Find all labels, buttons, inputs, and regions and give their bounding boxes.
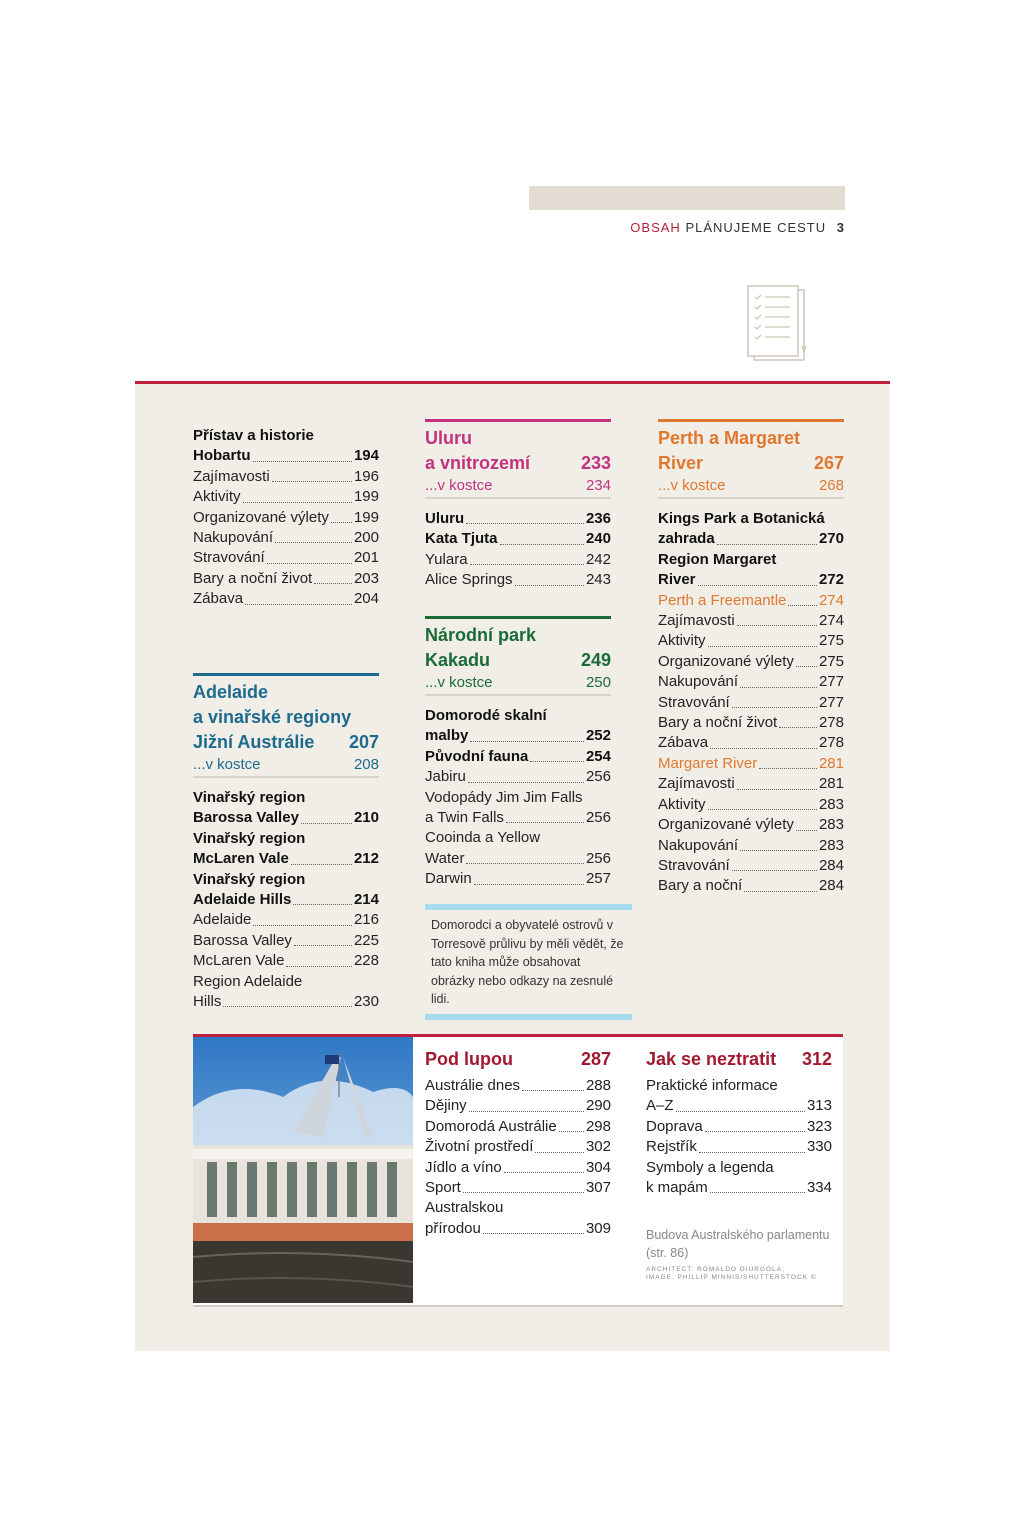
toc-entry-line: Kings Park a Botanická [658, 510, 825, 527]
kostce-page: 208 [353, 756, 379, 773]
dot-leader [708, 809, 817, 810]
dot-leader [469, 1111, 584, 1112]
kostce-entry[interactable] [193, 755, 379, 778]
toc-entry[interactable] [425, 529, 611, 549]
dot-leader [515, 585, 584, 586]
dot-leader [708, 646, 817, 647]
kostce-label: ...v kostce [425, 674, 493, 691]
dot-leader [744, 891, 817, 892]
dot-leader [796, 830, 817, 831]
toc-entry-title: Organizované výlety [193, 508, 329, 526]
toc-entry[interactable] [425, 1178, 611, 1198]
section-title[interactable] [193, 680, 379, 705]
toc-entry-title: Aktivity [658, 632, 706, 650]
dot-leader [710, 1192, 805, 1193]
toc-entry[interactable] [193, 446, 379, 466]
toc-entry[interactable] [193, 548, 379, 568]
toc-entry[interactable] [658, 611, 844, 631]
toc-entry-title: McLaren Vale [193, 952, 285, 970]
toc-entry-title: Barossa Valley [193, 931, 292, 949]
toc-entry[interactable] [658, 815, 844, 835]
section-title-text: Perth a Margaret [658, 428, 801, 448]
dot-leader [272, 481, 352, 482]
toc-entry[interactable] [425, 1076, 611, 1096]
toc-entry[interactable] [646, 1178, 832, 1198]
dot-leader [293, 904, 352, 905]
toc-entry-title: Darwin [425, 870, 472, 888]
toc-entry-title: přírodou [425, 1219, 481, 1237]
toc-entry-page: 201 [353, 549, 379, 567]
toc-entry-title: Zajímavosti [193, 467, 270, 485]
section-title-text: Uluru [425, 428, 472, 448]
toc-section-pod-lupou [425, 1047, 611, 1239]
toc-entry[interactable] [425, 869, 611, 889]
toc-section-perth [658, 419, 844, 897]
toc-entry[interactable] [658, 570, 844, 590]
toc-entry-page: 281 [818, 754, 844, 772]
toc-entry-title: Nakupování [658, 836, 739, 854]
toc-entry[interactable] [193, 931, 379, 951]
dot-leader [267, 563, 352, 564]
toc-entry-page: 275 [818, 652, 844, 670]
toc-entry-title: Stravování [658, 856, 730, 874]
dot-leader [253, 925, 352, 926]
section-title-text: Kakadu [425, 650, 491, 670]
toc-entry-title: River [658, 571, 696, 589]
toc-entry[interactable] [193, 467, 379, 487]
toc-entry-page: 288 [585, 1077, 611, 1094]
section-title-text: a vinařské regiony [193, 707, 352, 727]
toc-entry-title: Hills [193, 993, 222, 1011]
photo-caption: Budova Australského parlamentu (str. 86) [646, 1228, 830, 1261]
section-title-text: Národní park [425, 625, 537, 645]
toc-entry-page: 240 [585, 530, 611, 548]
toc-entry[interactable] [425, 808, 611, 828]
toc-entry-line: Region Adelaide [193, 972, 303, 990]
toc-entry-title: Životní prostředí [425, 1138, 534, 1156]
toc-entry-page: 323 [806, 1117, 832, 1135]
toc-entry-page: 200 [353, 529, 379, 547]
toc-entry[interactable] [193, 528, 379, 548]
toc-entry-title: Barossa Valley [193, 809, 299, 827]
toc-entry-page: 283 [818, 836, 844, 854]
dot-leader [737, 625, 817, 626]
dot-leader [759, 768, 817, 769]
parliament-house-photo [193, 1037, 413, 1303]
kostce-page: 268 [818, 477, 844, 494]
kostce-entry[interactable] [425, 476, 611, 499]
dot-leader [732, 707, 817, 708]
kostce-label: ...v kostce [425, 477, 493, 494]
toc-entry-title: k mapám [646, 1179, 708, 1197]
toc-section-jak-se-neztratit [646, 1047, 832, 1282]
toc-entry-title: Jabiru [425, 768, 466, 786]
photo-credit-architect: ARCHITECT: ROMALDO GIURGOLA; [646, 1266, 785, 1274]
toc-entry-line: Region Margaret [658, 550, 777, 568]
dot-leader [504, 1172, 584, 1173]
toc-entry-page: 277 [818, 693, 844, 711]
toc-column-1-top [193, 426, 379, 610]
section-title[interactable] [425, 1047, 611, 1072]
dot-leader [294, 945, 352, 946]
toc-entry-title: Doprava [646, 1117, 703, 1135]
dot-leader [468, 782, 584, 783]
toc-entry[interactable] [425, 1117, 611, 1137]
section-title-text: a vnitrozemí [425, 453, 531, 473]
toc-entry[interactable] [425, 726, 611, 746]
kostce-page: 250 [585, 674, 611, 691]
section-header [425, 419, 611, 499]
toc-entry[interactable] [658, 529, 844, 549]
dot-leader [301, 823, 352, 824]
toc-entry-title: Organizované výlety [658, 816, 794, 834]
dot-leader [253, 461, 352, 462]
toc-entry[interactable] [425, 1137, 611, 1157]
toc-entry-line: Cooinda a Yellow [425, 829, 541, 847]
dot-leader [286, 966, 352, 967]
toc-entry[interactable] [193, 589, 379, 609]
toc-entry-page: 256 [585, 849, 611, 867]
section-title-text: Pod lupou [425, 1049, 513, 1069]
dot-leader [710, 748, 817, 749]
toc-entry-title: Hobartu [193, 447, 251, 465]
toc-entry-page: 194 [353, 447, 379, 465]
dot-leader [788, 605, 817, 606]
toc-entry[interactable] [646, 1137, 832, 1157]
dot-leader [779, 727, 817, 728]
section-title[interactable] [646, 1047, 832, 1072]
toc-entry-page: 278 [818, 734, 844, 752]
dot-leader [466, 523, 584, 524]
section-page: 287 [580, 1049, 611, 1069]
toc-entry-page: 278 [818, 714, 844, 732]
toc-entry[interactable] [658, 713, 844, 733]
toc-entry-page: 228 [353, 952, 379, 970]
toc-entry-title: Stravování [658, 693, 730, 711]
toc-entry-page: 281 [818, 775, 844, 793]
dot-leader [737, 789, 817, 790]
toc-entry[interactable] [425, 1158, 611, 1178]
toc-entry-page: 256 [585, 768, 611, 786]
toc-entry-title: zahrada [658, 530, 715, 548]
dot-leader [705, 1131, 805, 1132]
dot-leader [796, 666, 817, 667]
toc-entry-title: Alice Springs [425, 571, 513, 589]
dot-leader [506, 822, 584, 823]
toc-entry[interactable] [425, 747, 611, 767]
toc-entry-page: 236 [585, 510, 611, 527]
toc-entry-page: 254 [585, 747, 611, 765]
checklist-icon [746, 284, 812, 364]
toc-entry-line: Vinařský region [193, 829, 306, 847]
section-header [658, 419, 844, 499]
toc-entry[interactable] [193, 951, 379, 971]
toc-entry-page: 283 [818, 816, 844, 834]
toc-entry-title: malby [425, 727, 469, 745]
toc-entry-line: Domorodé skalní [425, 707, 547, 724]
running-header [529, 220, 845, 235]
toc-entry-page: 304 [585, 1158, 611, 1176]
toc-entry-title: Nakupování [658, 673, 739, 691]
toc-entry-page: 252 [585, 727, 611, 745]
toc-entry-page: 334 [806, 1179, 832, 1197]
toc-entry-page: 196 [353, 467, 379, 485]
section-header [425, 616, 611, 696]
toc-entry-title: Yulara [425, 550, 468, 568]
toc-entry[interactable] [658, 733, 844, 753]
toc-entry-title: Bary a noční [658, 877, 743, 895]
dot-leader [717, 544, 817, 545]
toc-entry[interactable] [646, 1117, 832, 1137]
toc-entry-title: Zábava [193, 590, 244, 608]
section-page: 249 [580, 650, 611, 670]
section-title[interactable] [425, 648, 611, 673]
toc-entry-page: 199 [353, 488, 379, 506]
toc-entry-page: 270 [818, 530, 844, 548]
dot-leader [331, 522, 352, 523]
toc-entry-title: Aktivity [658, 795, 706, 813]
toc-section-uluru [425, 419, 611, 591]
toc-entry[interactable] [193, 508, 379, 528]
toc-entry-page: 274 [818, 612, 844, 630]
toc-entry[interactable] [658, 774, 844, 794]
toc-entry-page: 204 [353, 590, 379, 608]
toc-entry[interactable] [193, 992, 379, 1012]
kostce-label: ...v kostce [193, 756, 261, 773]
toc-entry[interactable] [425, 509, 611, 529]
cultural-warning-note: Domorodci a obyvatelé ostrovů v Torresově průlivu by měli vědět, že tato kniha může obsahovat obrázky nebo odkazy na zesnulé lidi. [425, 904, 632, 1020]
kostce-entry[interactable] [425, 673, 611, 696]
toc-entry-page: 284 [818, 856, 844, 874]
toc-section-kakadu [425, 616, 611, 890]
kostce-entry[interactable] [658, 476, 844, 499]
section-title[interactable] [425, 623, 611, 648]
toc-entry-page: 199 [353, 508, 379, 526]
section-title[interactable] [425, 426, 611, 451]
section-title[interactable] [193, 730, 379, 755]
toc-entry-title: Adelaide [193, 911, 252, 929]
dot-leader [245, 604, 352, 605]
toc-entry[interactable] [425, 1219, 611, 1239]
dot-leader [740, 687, 817, 688]
toc-entry-page: 256 [585, 809, 611, 827]
toc-entry-page: 214 [353, 891, 379, 909]
toc-entry-page: 307 [585, 1179, 611, 1197]
toc-entry[interactable] [193, 910, 379, 930]
toc-entry-title: Austrálie dnes [425, 1077, 521, 1094]
toc-entry[interactable] [658, 836, 844, 856]
dot-leader [463, 1192, 584, 1193]
dot-leader [223, 1006, 352, 1007]
section-title-text: Adelaide [193, 682, 269, 702]
photo-credit-image: IMAGE: PHILLIP MINNIS/SHUTTERSTOCK © [646, 1274, 817, 1282]
header-part: PLÁNUJEME CESTU [685, 220, 827, 235]
section-page: 267 [813, 453, 844, 473]
dot-leader [676, 1111, 805, 1112]
toc-entry[interactable] [658, 795, 844, 815]
toc-entry[interactable] [425, 767, 611, 787]
toc-entry-page: 210 [353, 809, 379, 827]
toc-entry-page: 230 [353, 993, 379, 1011]
toc-entry-title: Organizované výlety [658, 652, 794, 670]
toc-entry-title: Uluru [425, 510, 465, 527]
toc-entry-title: Kata Tjuta [425, 530, 498, 548]
dot-leader [314, 583, 352, 584]
kostce-label: ...v kostce [658, 477, 726, 494]
kostce-page: 234 [585, 477, 611, 494]
toc-entry[interactable] [646, 1096, 832, 1116]
toc-entry[interactable] [193, 808, 379, 828]
dot-leader [470, 741, 584, 742]
section-page: 207 [348, 732, 379, 752]
toc-entry-title: Dějiny [425, 1097, 467, 1115]
toc-entry-page: 298 [585, 1117, 611, 1135]
toc-entry-page: 309 [585, 1219, 611, 1237]
section-title[interactable] [658, 426, 844, 451]
bottom-band [193, 1034, 843, 1307]
toc-entry-page: 277 [818, 673, 844, 691]
dot-leader [522, 1090, 584, 1091]
toc-entry-title: Zajímavosti [658, 775, 735, 793]
header-decor-bar [529, 186, 845, 210]
section-title[interactable] [425, 451, 611, 476]
toc-entry-line: Australskou [425, 1199, 504, 1217]
dot-leader [740, 850, 817, 851]
dot-leader [275, 542, 352, 543]
section-title[interactable] [193, 705, 379, 730]
toc-entry-title: Water [425, 849, 465, 867]
toc-entry[interactable] [658, 693, 844, 713]
toc-entry[interactable] [193, 487, 379, 507]
toc-entry-line: Praktické informace [646, 1077, 778, 1094]
toc-entry-page: 225 [353, 931, 379, 949]
toc-entry-title: Jídlo a víno [425, 1158, 502, 1176]
toc-entry-title: Bary a noční život [193, 569, 313, 587]
header-section: OBSAH [630, 220, 681, 235]
toc-entry-page: 203 [353, 569, 379, 587]
header-page-number: 3 [836, 220, 845, 235]
dot-leader [483, 1233, 584, 1234]
toc-entry-page: 313 [806, 1097, 832, 1115]
toc-entry-title: Bary a noční život [658, 714, 778, 732]
section-title-text: Jižní Austrálie [193, 732, 315, 752]
toc-entry-title: Adelaide Hills [193, 891, 292, 909]
toc-entry-title: Stravování [193, 549, 265, 567]
toc-entry-page: 257 [585, 870, 611, 888]
section-header [193, 673, 379, 778]
toc-entry[interactable] [193, 849, 379, 869]
toc-entry-page: 242 [585, 550, 611, 568]
dot-leader [699, 1152, 805, 1153]
toc-entry[interactable] [193, 569, 379, 589]
section-title-text: Jak se neztratit [646, 1049, 777, 1069]
toc-entry-page: 274 [818, 591, 844, 609]
toc-entry-title: Rejstřík [646, 1138, 697, 1156]
toc-entry[interactable] [658, 754, 844, 774]
toc-entry-title: Nakupování [193, 529, 274, 547]
toc-entry-page: 272 [818, 571, 844, 589]
toc-entry[interactable] [658, 591, 844, 611]
toc-entry-title: Perth a Freemantle [658, 591, 787, 609]
dot-leader [559, 1131, 584, 1132]
toc-entry-page: 212 [353, 850, 379, 868]
toc-entry[interactable] [425, 1096, 611, 1116]
toc-entry-page: 330 [806, 1138, 832, 1156]
toc-entry[interactable] [425, 570, 611, 590]
toc-entry-title: Původní fauna [425, 747, 529, 765]
dot-leader [474, 884, 584, 885]
toc-entry-page: 284 [818, 877, 844, 895]
toc-entry-line: Vinařský region [193, 870, 306, 888]
dot-leader [470, 564, 584, 565]
toc-entry[interactable] [658, 856, 844, 876]
toc-entry-title: McLaren Vale [193, 850, 289, 868]
toc-entry[interactable] [425, 849, 611, 869]
toc-entry-line: Přístav a historie [193, 427, 314, 444]
toc-entry-title: Sport [425, 1179, 461, 1197]
dot-leader [500, 544, 584, 545]
dot-leader [535, 1152, 584, 1153]
toc-entry-line: Symboly a legenda [646, 1158, 774, 1176]
dot-leader [530, 761, 584, 762]
toc-entry[interactable] [658, 876, 844, 896]
toc-entry-page: 290 [585, 1097, 611, 1115]
toc-entry-page: 243 [585, 571, 611, 589]
toc-entry-line: Vinařský region [193, 789, 306, 806]
toc-entry-title: Domorodá Austrálie [425, 1117, 557, 1135]
toc-entry-page: 283 [818, 795, 844, 813]
section-page: 233 [580, 453, 611, 473]
section-title[interactable] [658, 451, 844, 476]
toc-entry-title: A–Z [646, 1097, 674, 1115]
toc-entry-title: Zábava [658, 734, 709, 752]
section-title-text: River [658, 453, 704, 473]
section-page: 312 [801, 1049, 832, 1069]
dot-leader [243, 502, 352, 503]
toc-entry[interactable] [193, 890, 379, 910]
toc-entry-title: a Twin Falls [425, 809, 504, 827]
toc-entry-page: 275 [818, 632, 844, 650]
toc-entry[interactable] [658, 652, 844, 672]
toc-entry-line: Vodopády Jim Jim Falls [425, 788, 583, 806]
toc-entry-title: Margaret River [658, 754, 758, 772]
toc-section-adelaide [193, 673, 379, 1012]
dot-leader [466, 863, 584, 864]
toc-entry[interactable] [425, 550, 611, 570]
toc-entry-title: Aktivity [193, 488, 241, 506]
dot-leader [291, 864, 352, 865]
dot-leader [732, 870, 817, 871]
toc-entry[interactable] [658, 672, 844, 692]
dot-leader [698, 585, 817, 586]
toc-entry[interactable] [658, 631, 844, 651]
toc-entry-title: Zajímavosti [658, 612, 735, 630]
toc-entry-page: 216 [353, 911, 379, 929]
toc-entry-page: 302 [585, 1138, 611, 1156]
